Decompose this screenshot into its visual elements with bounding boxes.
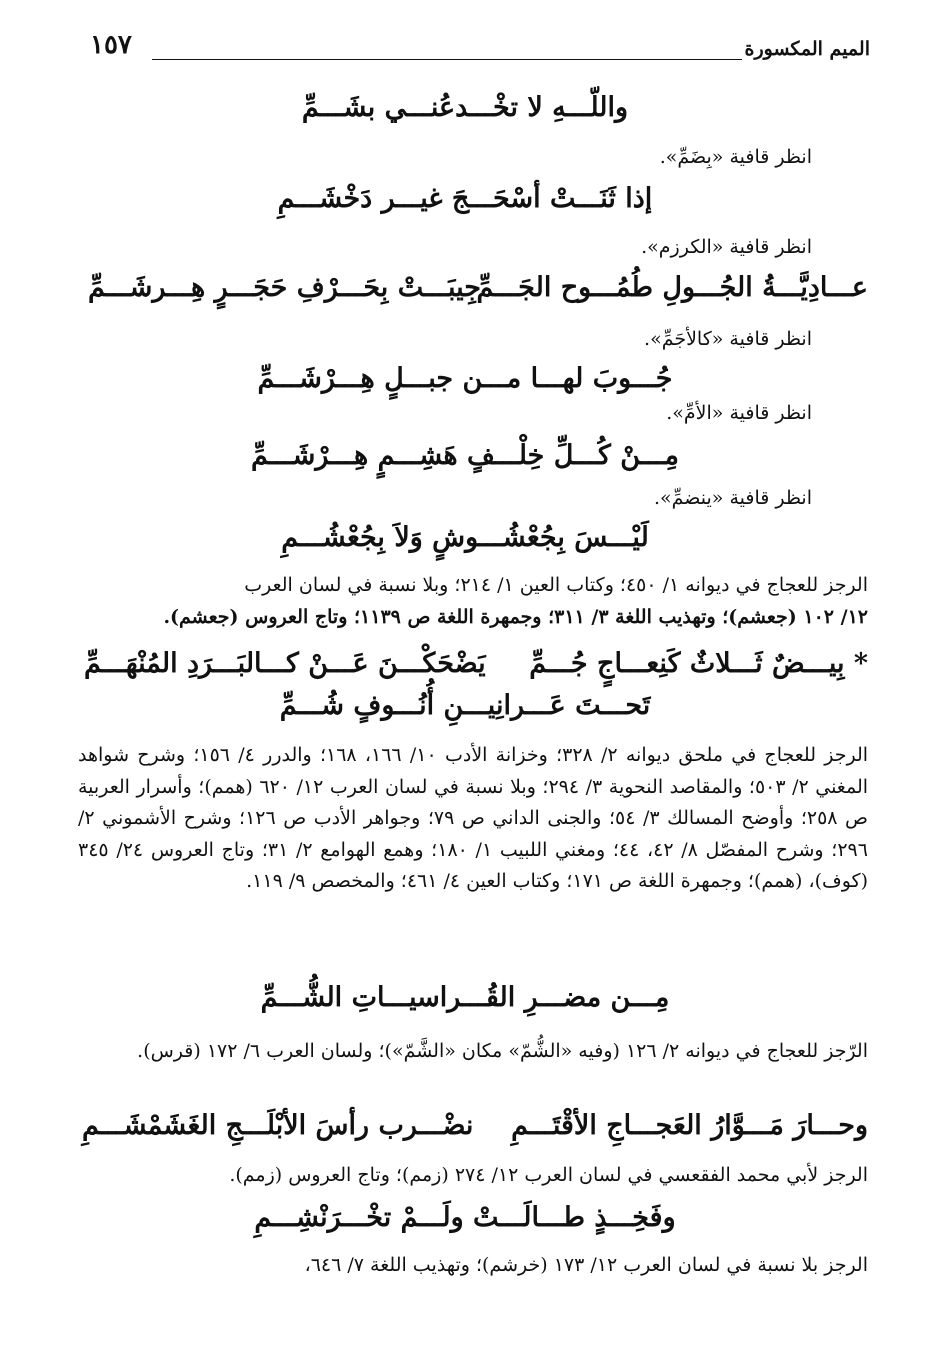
verse-3-first-hemistich: عـــادِيَّـــةُ الجُـــولِ طُمُـــوح الجَـــمِّ [476, 272, 868, 303]
verse-7-third-line: تَحـــتَ عَـــرانِيـــنِ أُنُـــوفٍ شُـــمِّ [279, 690, 651, 721]
header-rule [152, 59, 742, 60]
verse-7-first-hemistich: * بِيـــضٌ ثَـــلاثٌ كَنِعـــاجٍ جُـــمِّ [529, 648, 868, 679]
running-title: الميم المكسورة [744, 38, 870, 60]
reference-3: انظر قافية «كالأجَمِّ». [644, 328, 812, 350]
reference-1: انظر قافية «بِضَمِّ». [659, 146, 812, 168]
verse-4: جُـــوبَ لهـــا مـــن جبـــلٍ هِـــرْشَـــمِّ [257, 363, 673, 394]
commentary-9: الرجز لأبي محمد الفقعسي في لسان العرب ١٢/ ٢٧٤ (زمم)؛ وتاج العروس (زمم). [229, 1164, 868, 1186]
verse-10: وفَخِـــذٍ طـــالَـــتْ ولَـــمْ تخْـــرَنْشِـــمِ [254, 1202, 676, 1233]
verse-8: مِـــن مضـــرِ القُـــراسيـــاتِ الشُّـــمِّ [260, 982, 670, 1013]
reference-2: انظر قافية «الكرزم». [641, 236, 812, 258]
verse-6: لَيْـــسَ بِجُعْشُـــوشٍ وَلاَ بِجُعْشُـــمِ [281, 522, 649, 553]
verse-9-second-hemistich: نضْـــرب رأسَ الأبْلَـــجِ الغَشَمْشَـــمِ [82, 1110, 474, 1141]
page-header [90, 30, 870, 70]
verse-2: إذا ثَنَـــتْ أسْحَـــجَ غيـــر دَخْشَـــمِ [277, 183, 653, 214]
commentary-6-line-2: ١٢/ ١٠٢ (جعشم)؛ وتهذيب اللغة ٣/ ٣١١؛ وجمهرة اللغة ص ١١٣٩؛ وتاج العروس (جعشم). [163, 605, 868, 628]
reference-5: انظر قافية «ينضمِّ». [653, 487, 812, 509]
verse-7-second-hemistich: يَضْحَكْـــنَ عَـــنْ كـــالبَـــرَدِ المُنْهَـــمِّ [84, 648, 486, 679]
commentary-10: الرجز بلا نسبة في لسان العرب ١٢/ ١٧٣ (خرشم)؛ وتهذيب اللغة ٧/ ٦٤٦، [304, 1254, 868, 1276]
verse-3-second-hemistich: جِيبَـــتْ بِحَـــرْفِ حَجَـــرٍ هِـــرشَـــمِّ [88, 272, 481, 303]
page-number: ١٥٧ [90, 30, 132, 60]
commentary-8: الرّجز للعجاج في ديوانه ٢/ ١٢٦ (وفيه «الشُّمّ» مكان «الشَّمّ»)؛ ولسان العرب ٦/ ١٧٢ (قرس). [137, 1040, 868, 1062]
commentary-7: الرجز للعجاج في ملحق ديوانه ٢/ ٣٢٨؛ وخزانة الأدب ١٠/ ١٦٦، ١٦٨؛ والدرر ٤/ ١٥٦؛ وشرح شواهد المغني ٢/ ٥٠٣؛ والمقاصد النحوية ٣/ ٢٩٤؛ وبلا نسبة في لسان العرب ١٢/ ٦٢٠ (همم)؛ وأسرار العربية ص ٢٥٨؛ وأوضح المسالك ٣/ ٥٤؛ والجنى الداني ص ٧٩؛ وجواهر الأدب ص ١٢٦؛ وشرح الأشموني ٢/ ٢٩٦؛ وشرح المفصّل ٨/ ٤٢، ٤٤؛ ومغني اللبيب ١/ ١٨٠؛ وهمع الهوامع ٢/ ٣١؛ وتاج العروس ٢٤/ ٣٤٥ (كوف)، (همم)؛ وجمهرة اللغة ص ١٧١؛ وكتاب العين ٤/ ٤٦١؛ والمخصص ٩/ ١١٩. [78, 744, 869, 892]
verse-9-first-hemistich: وحـــارَ مَـــوَّارُ العَجـــاجِ الأقْتَـــمِ [511, 1110, 868, 1141]
verse-1: واللّـــهِ لا تخْـــدعُنـــي بشَـــمِّ [301, 92, 629, 123]
verse-5: مِـــنْ كُـــلِّ خِلْـــفٍ هَشِـــمٍ هِـــرْشَـــمِّ [251, 440, 679, 471]
reference-4: انظر قافية «الأمِّ». [666, 402, 812, 424]
commentary-6 [78, 570, 868, 633]
commentary-6-line-1: الرجز للعجاج في ديوانه ١/ ٤٥٠؛ وكتاب العين ١/ ٢١٤؛ وبلا نسبة في لسان العرب [244, 574, 868, 596]
